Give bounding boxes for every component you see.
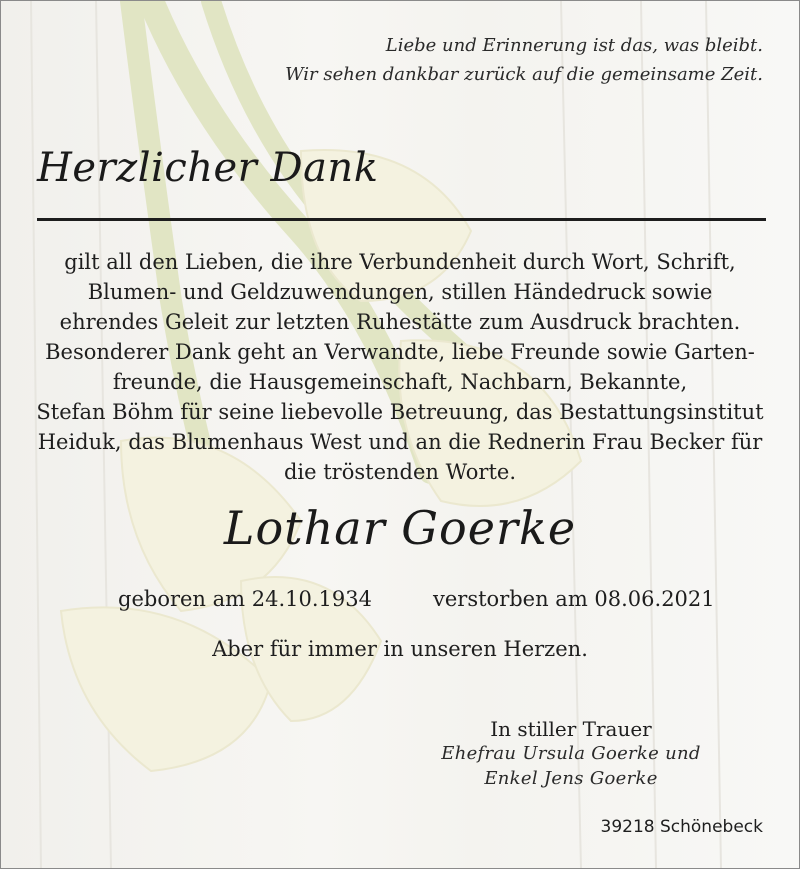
title-divider <box>37 218 766 221</box>
paragraph-line: gilt all den Lieben, die ihre Verbundenheit durch Wort, Schrift, <box>64 250 736 274</box>
paragraph-line: die tröstenden Worte. <box>283 460 516 484</box>
motto-line: Wir sehen dankbar zurück auf die gemeinsame Zeit. <box>285 64 763 85</box>
paragraph-line: Blumen- und Geldzuwendungen, stillen Händedruck sowie <box>87 280 713 304</box>
paragraph-line: Heiduk, das Blumenhaus West und an die Rednerin Frau Becker für <box>37 430 763 454</box>
paragraph-line: ehrendes Geleit zur letzten Ruhestätte zum Ausdruck brachten. <box>59 310 741 334</box>
location-text: 39218 Schönebeck <box>600 817 763 837</box>
signer-line: Enkel Jens Goerke <box>484 768 658 789</box>
memorial-tagline: Aber für immer in unseren Herzen. <box>212 637 588 661</box>
paragraph-line: freunde, die Hausgemeinschaft, Nachbarn, Bekannte, <box>112 370 688 394</box>
birth-date: geboren am 24.10.1934 <box>118 587 372 611</box>
mourning-signature <box>421 717 721 791</box>
mourning-title: In stiller Trauer <box>490 717 652 741</box>
signer-line: Ehefrau Ursula Goerke und <box>441 743 701 764</box>
motto-line: Liebe und Erinnerung ist das, was bleibt. <box>385 35 763 56</box>
deceased-name: Lothar Goerke <box>223 501 577 555</box>
thanks-paragraph <box>1 247 799 487</box>
page-title: Herzlicher Dank <box>37 145 379 191</box>
paragraph-line: Stefan Böhm für seine liebevolle Betreuung, das Bestattungsinstitut <box>36 400 764 424</box>
motto-verse <box>263 31 763 89</box>
paragraph-line: Besonderer Dank geht an Verwandte, liebe Freunde sowie Garten- <box>45 340 755 364</box>
death-date: verstorben am 08.06.2021 <box>433 587 715 611</box>
